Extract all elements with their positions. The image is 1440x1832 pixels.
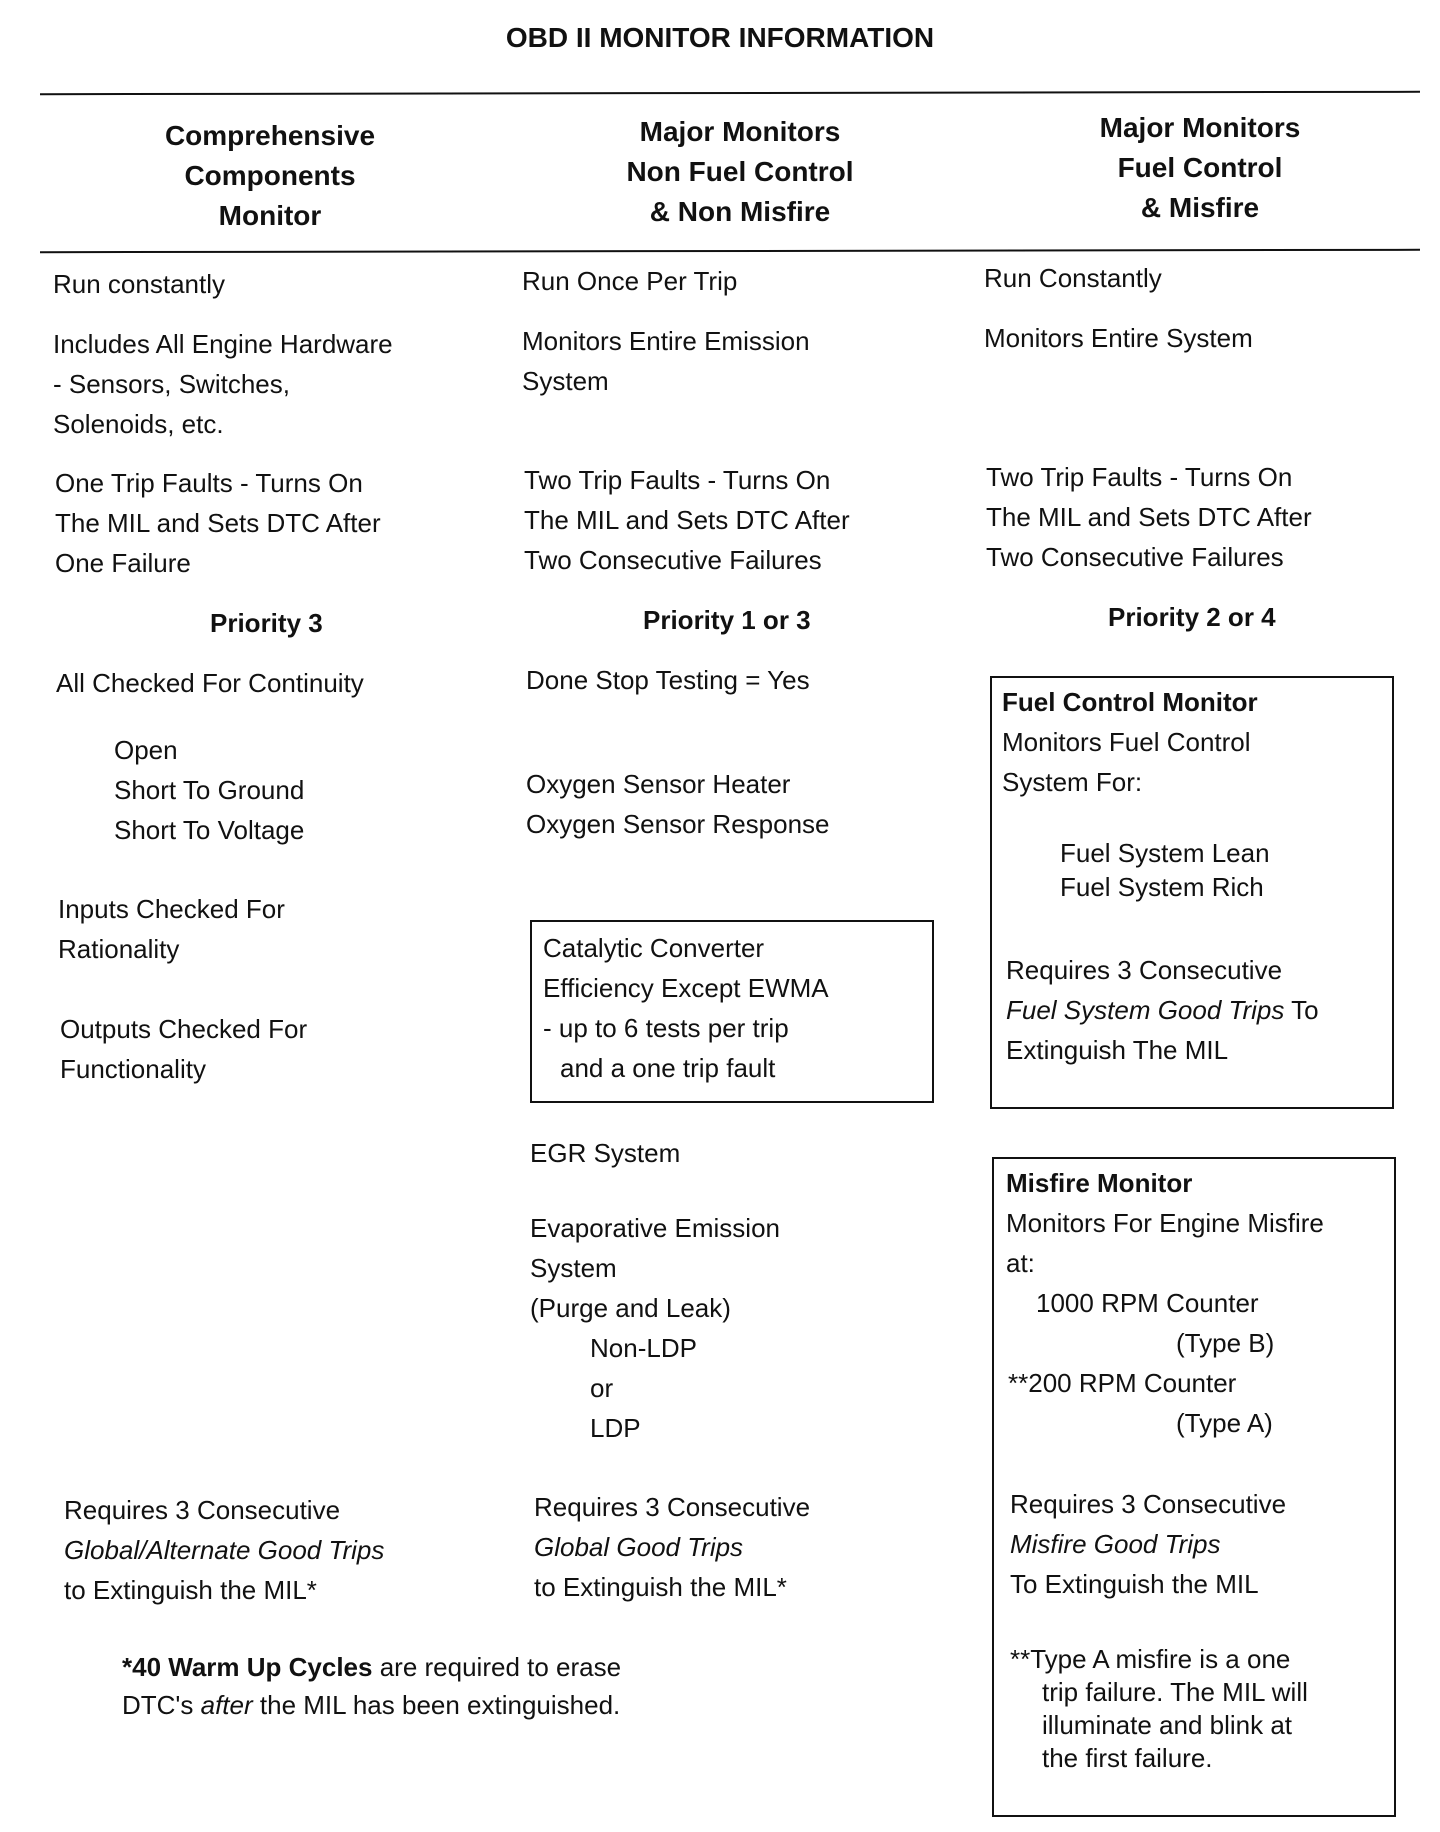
col3-monitors: Monitors Entire System xyxy=(984,323,1253,353)
text-line: The MIL and Sets DTC After xyxy=(55,508,381,538)
col2-evap-items xyxy=(590,1328,697,1448)
col3-priority: Priority 2 or 4 xyxy=(1108,602,1276,632)
header-line: & Misfire xyxy=(1140,192,1260,223)
text-line: Global Good Trips xyxy=(534,1532,744,1562)
text-line: Oxygen Sensor Heater xyxy=(526,769,791,799)
text-line: Evaporative Emission xyxy=(530,1213,780,1243)
text-line: **Type A misfire is a one xyxy=(1010,1644,1291,1674)
text-line: illuminate and blink at xyxy=(1042,1710,1293,1740)
col2-faults xyxy=(524,460,850,580)
col2-oxygen xyxy=(526,764,830,844)
col2-run: Run Once Per Trip xyxy=(522,266,738,296)
text-line: the first failure. xyxy=(1042,1743,1213,1773)
text-line: - up to 6 tests per trip xyxy=(543,1013,789,1043)
col3-run: Run Constantly xyxy=(984,263,1162,293)
footnote-bold: *40 Warm Up Cycles xyxy=(122,1652,373,1682)
text-line: (Purge and Leak) xyxy=(530,1293,731,1323)
col3-faults xyxy=(986,457,1312,577)
text-line: One Failure xyxy=(55,548,191,578)
footnote-text: the MIL has been extinguished. xyxy=(252,1690,621,1720)
text-line: Monitors Fuel Control xyxy=(1002,727,1251,757)
list-item: LDP xyxy=(590,1413,641,1443)
fuel-control-heading: Fuel Control Monitor xyxy=(1002,687,1258,717)
text-line: Monitors For Engine Misfire xyxy=(1006,1208,1324,1238)
text-line: at: xyxy=(1006,1248,1035,1278)
rpm-counter-1000-type: (Type B) xyxy=(1176,1328,1275,1358)
text-line: One Trip Faults - Turns On xyxy=(55,468,363,498)
rpm-counter-1000: 1000 RPM Counter xyxy=(1036,1288,1259,1318)
text-line: to Extinguish the MIL* xyxy=(534,1572,787,1602)
text-line: to Extinguish the MIL* xyxy=(64,1575,317,1605)
fuel-control-text xyxy=(1002,682,1258,802)
col1-run: Run constantly xyxy=(53,269,225,299)
col2-monitors xyxy=(522,321,810,401)
list-item: Short To Voltage xyxy=(114,815,305,845)
text-line: Two Consecutive Failures xyxy=(986,542,1284,572)
header-line: & Non Misfire xyxy=(649,196,831,227)
misfire-heading: Misfire Monitor xyxy=(1006,1168,1193,1198)
text-line: Requires 3 Consecutive xyxy=(534,1492,811,1522)
italic-text: Fuel System Good Trips xyxy=(1006,995,1285,1025)
text-line: Extinguish The MIL xyxy=(1006,1035,1229,1065)
header-line: Non Fuel Control xyxy=(626,156,854,187)
header-line: Major Monitors xyxy=(639,116,841,147)
text-line: Requires 3 Consecutive xyxy=(1010,1489,1287,1519)
col1-faults xyxy=(55,463,381,583)
misfire-text xyxy=(1006,1163,1324,1283)
list-item: Fuel System Lean xyxy=(1060,838,1270,868)
header-bottom-rule xyxy=(40,249,1420,253)
col1-priority: Priority 3 xyxy=(210,608,323,638)
catalytic-text xyxy=(543,928,829,1088)
header-top-rule xyxy=(40,91,1420,95)
rpm-counter-200: **200 RPM Counter xyxy=(1008,1368,1237,1398)
column-header-comprehensive xyxy=(130,116,410,236)
misfire-note xyxy=(1010,1643,1308,1775)
list-item: Open xyxy=(114,735,178,765)
list-item: Non-LDP xyxy=(590,1333,697,1363)
col2-egr: EGR System xyxy=(530,1138,681,1168)
text-line: Two Consecutive Failures xyxy=(524,545,822,575)
text-line: The MIL and Sets DTC After xyxy=(524,505,850,535)
col1-outputs xyxy=(60,1009,307,1089)
col2-requires xyxy=(534,1487,810,1607)
text-line: System xyxy=(522,366,609,396)
footnote-text: DTC's xyxy=(122,1690,201,1720)
footnote-text: are required to erase xyxy=(372,1652,622,1682)
text-line: Functionality xyxy=(60,1054,206,1084)
footnote-italic: after xyxy=(200,1690,253,1720)
rpm-counter-200-type: (Type A) xyxy=(1176,1408,1273,1438)
header-line: Major Monitors xyxy=(1099,112,1301,143)
text-line: To xyxy=(1284,995,1319,1025)
fuel-control-requires xyxy=(1006,950,1319,1070)
text-line: Outputs Checked For xyxy=(60,1014,308,1044)
text-line: Includes All Engine Hardware xyxy=(53,329,393,359)
column-header-fuel-misfire xyxy=(1050,108,1350,228)
misfire-requires xyxy=(1010,1484,1286,1604)
text-line: Inputs Checked For xyxy=(58,894,285,924)
list-item: Fuel System Rich xyxy=(1060,872,1264,902)
footnote xyxy=(122,1648,621,1724)
list-item: Short To Ground xyxy=(114,775,305,805)
text-line: Two Trip Faults - Turns On xyxy=(986,462,1293,492)
list-item: or xyxy=(590,1373,614,1403)
page-title: OBD II MONITOR INFORMATION xyxy=(505,22,935,53)
fuel-system-items xyxy=(1060,836,1270,904)
text-line: Oxygen Sensor Response xyxy=(526,809,830,839)
text-line: Catalytic Converter xyxy=(543,933,765,963)
col2-priority: Priority 1 or 3 xyxy=(643,605,811,635)
text-line: Global/Alternate Good Trips xyxy=(64,1535,385,1565)
text-line: System For: xyxy=(1002,767,1143,797)
text-line: Requires 3 Consecutive xyxy=(64,1495,341,1525)
header-line: Monitor xyxy=(218,200,322,231)
text-line: Requires 3 Consecutive xyxy=(1006,955,1283,985)
text-line: Two Trip Faults - Turns On xyxy=(524,465,831,495)
text-line: The MIL and Sets DTC After xyxy=(986,502,1312,532)
text-line: - Sensors, Switches, xyxy=(53,369,290,399)
text-line: Solenoids, etc. xyxy=(53,409,224,439)
text-line: Monitors Entire Emission xyxy=(522,326,810,356)
header-line: Fuel Control xyxy=(1117,152,1283,183)
col2-evap xyxy=(530,1208,780,1328)
text-line: System xyxy=(530,1253,617,1283)
text-line: and a one trip fault xyxy=(560,1053,776,1083)
col1-inputs xyxy=(58,889,285,969)
text-line: To Extinguish the MIL xyxy=(1010,1569,1259,1599)
text-line: Misfire Good Trips xyxy=(1010,1529,1221,1559)
col1-includes xyxy=(53,324,393,444)
col1-continuity-items xyxy=(114,730,304,850)
text-line: Efficiency Except EWMA xyxy=(543,973,829,1003)
col1-requires xyxy=(64,1490,384,1610)
col1-continuity: All Checked For Continuity xyxy=(56,668,364,698)
col2-done: Done Stop Testing = Yes xyxy=(526,665,810,695)
header-line: Comprehensive xyxy=(164,120,376,151)
column-header-non-fuel xyxy=(590,112,890,232)
header-line: Components xyxy=(184,160,356,191)
text-line: Rationality xyxy=(58,934,180,964)
text-line: trip failure. The MIL will xyxy=(1042,1677,1308,1707)
